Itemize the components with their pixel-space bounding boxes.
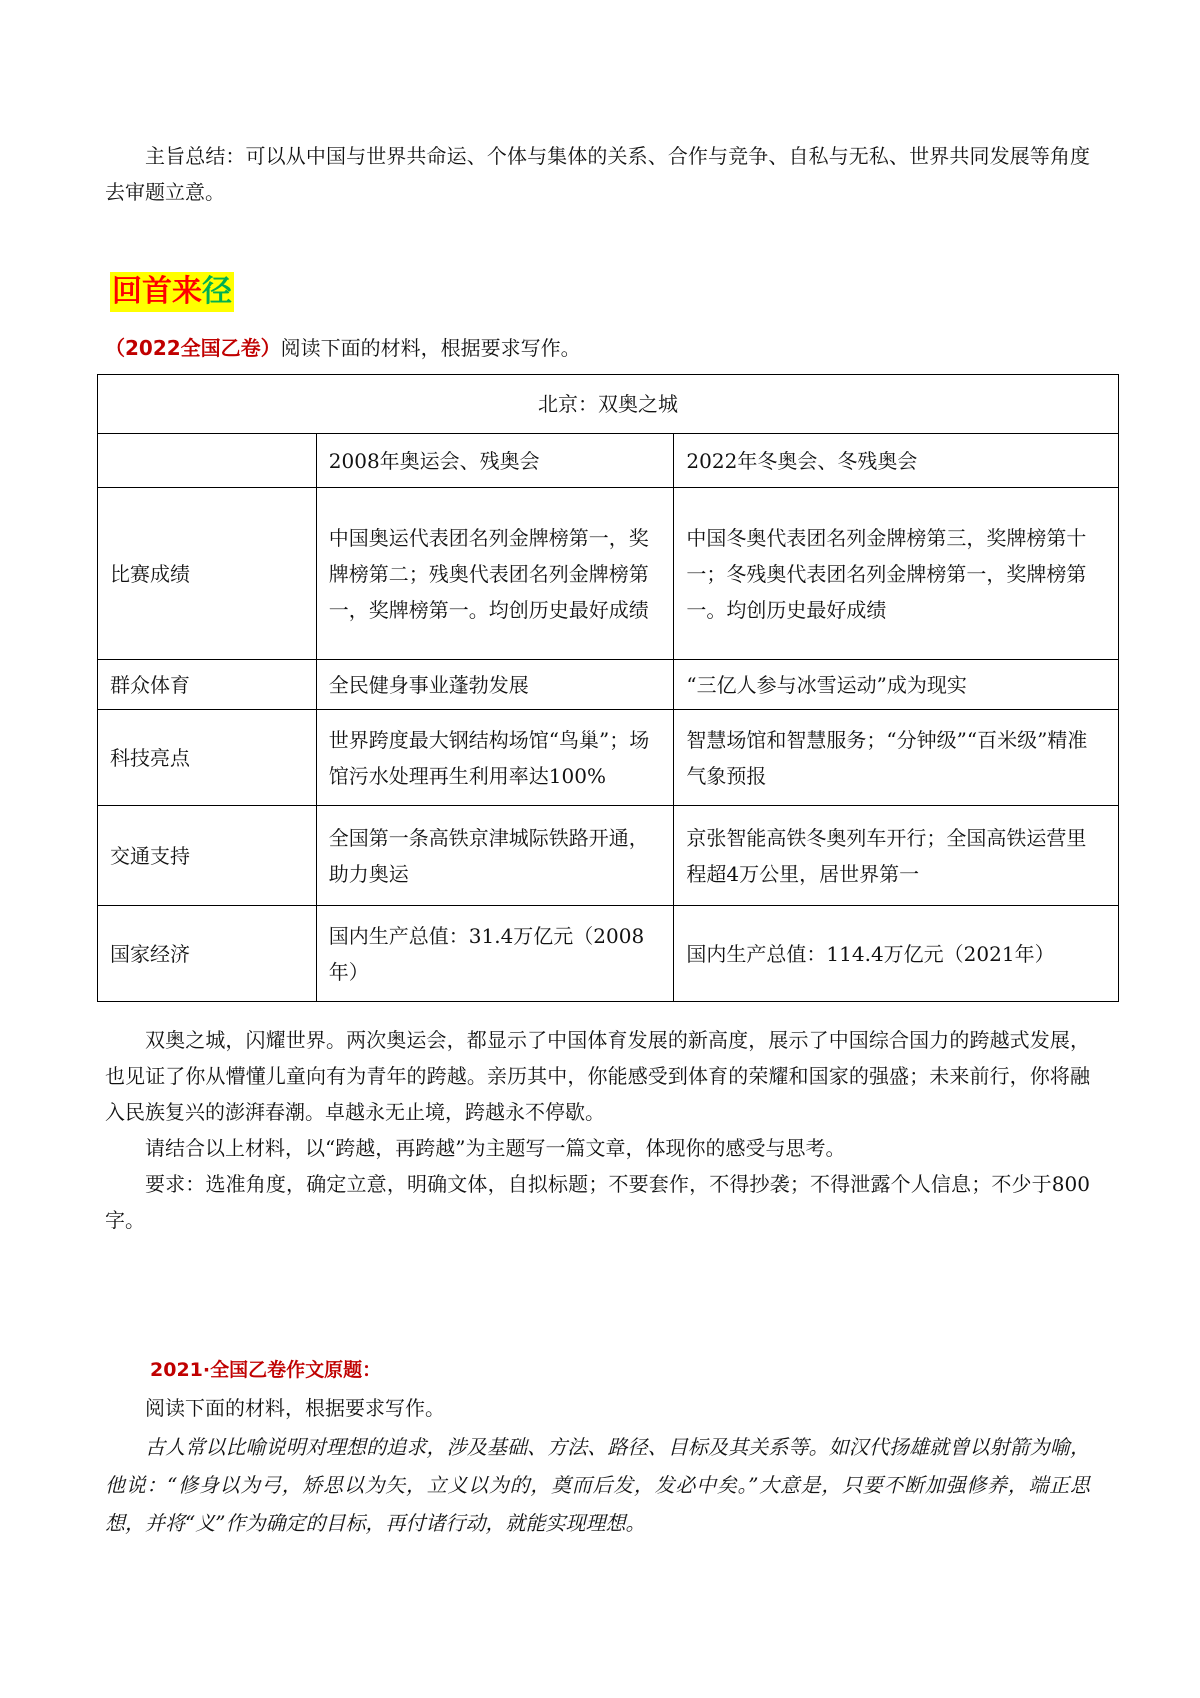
table-title-row xyxy=(98,375,1119,434)
cell-2008: 国内生产总值：31.4万亿元（2008年） xyxy=(316,906,674,1002)
row-label: 科技亮点 xyxy=(98,710,317,806)
section-heading-part2: 径 xyxy=(202,274,232,309)
material-paragraph: 双奥之城，闪耀世界。两次奥运会，都显示了中国体育发展的新高度，展示了中国综合国力的跨越式发展，也见证了你从懵懂儿童向有为青年的跨越。亲历其中，你能感受到体育的荣耀和国家的强盛；未来前行，你将融入民族复兴的澎湃春潮。卓越永无止境，跨越永不停歇。 xyxy=(105,1028,1090,1124)
requirements-paragraph: 要求：选准角度，确定立意，明确文体，自拟标题；不要套作，不得抄袭；不得泄露个人信息；不少于800字。 xyxy=(105,1172,1090,1232)
row-label: 国家经济 xyxy=(98,906,317,1002)
prompt-2021-heading xyxy=(150,1352,381,1388)
table-row xyxy=(98,710,1119,806)
table-row xyxy=(98,806,1119,906)
cell-2022: “三亿人参与冰雪运动”成为现实 xyxy=(674,660,1119,710)
cell-2008: 世界跨度最大钢结构场馆“鸟巢”；场馆污水处理再生利用率达100% xyxy=(316,710,674,806)
cell-2008: 全国第一条高铁京津城际铁路开通，助力奥运 xyxy=(316,806,674,906)
prompt-2021-heading-text: 2021·全国乙卷作文原题： xyxy=(150,1359,382,1381)
table-header-2022: 2022年冬奥会、冬残奥会 xyxy=(674,434,1119,488)
summary-paragraph: 主旨总结：可以从中国与世界共命运、个体与集体的关系、合作与竞争、自私与无私、世界共同发展等角度去审题立意。 xyxy=(105,144,1090,204)
table-row xyxy=(98,906,1119,1002)
exam-source: （2022全国乙卷） xyxy=(105,336,281,360)
cell-2022: 中国冬奥代表团名列金牌榜第三，奖牌榜第十一；冬残奥代表团名列金牌榜第一，奖牌榜第一。均创历史最好成绩 xyxy=(674,488,1119,660)
section-heading xyxy=(110,272,234,312)
table-header-row xyxy=(98,434,1119,488)
task-paragraph: 请结合以上材料，以“跨越，再跨越”为主题写一篇文章，体现你的感受与思考。 xyxy=(145,1136,846,1160)
cell-2008: 全民健身事业蓬勃发展 xyxy=(316,660,674,710)
row-label: 交通支持 xyxy=(98,806,317,906)
prompt-2021-instruction: 阅读下面的材料，根据要求写作。 xyxy=(145,1396,445,1420)
section-heading-part1: 回首来 xyxy=(112,274,202,309)
exam-instruction: 阅读下面的材料，根据要求写作。 xyxy=(280,336,581,360)
cell-2022: 国内生产总值：114.4万亿元（2021年） xyxy=(674,906,1119,1002)
table-title: 北京：双奥之城 xyxy=(98,375,1119,434)
material-table xyxy=(97,374,1119,1002)
table-header-2008: 2008年奥运会、残奥会 xyxy=(316,434,674,488)
table-row xyxy=(98,488,1119,660)
cell-2008: 中国奥运代表团名列金牌榜第一，奖牌榜第二；残奥代表团名列金牌榜第一，奖牌榜第一。均创历史最好成绩 xyxy=(316,488,674,660)
exam-intro xyxy=(105,330,581,366)
cell-2022: 智慧场馆和智慧服务；“分钟级”“百米级”精准气象预报 xyxy=(674,710,1119,806)
cell-2022: 京张智能高铁冬奥列车开行；全国高铁运营里程超4万公里，居世界第一 xyxy=(674,806,1119,906)
prompt-2021-paragraph: 古人常以比喻说明对理想的追求，涉及基础、方法、路径、目标及其关系等。如汉代扬雄就曾以射箭为喻，他说：“修身以为弓，矫思以为矢，立义以为的，奠而后发，发必中矣。”大意是，只要不断加强修养，端正思想，并将“义”作为确定的目标，再付诸行动，就能实现理想。 xyxy=(105,1435,1090,1535)
row-label: 群众体育 xyxy=(98,660,317,710)
table-row xyxy=(98,660,1119,710)
row-label: 比赛成绩 xyxy=(98,488,317,660)
table-header-blank xyxy=(98,434,317,488)
